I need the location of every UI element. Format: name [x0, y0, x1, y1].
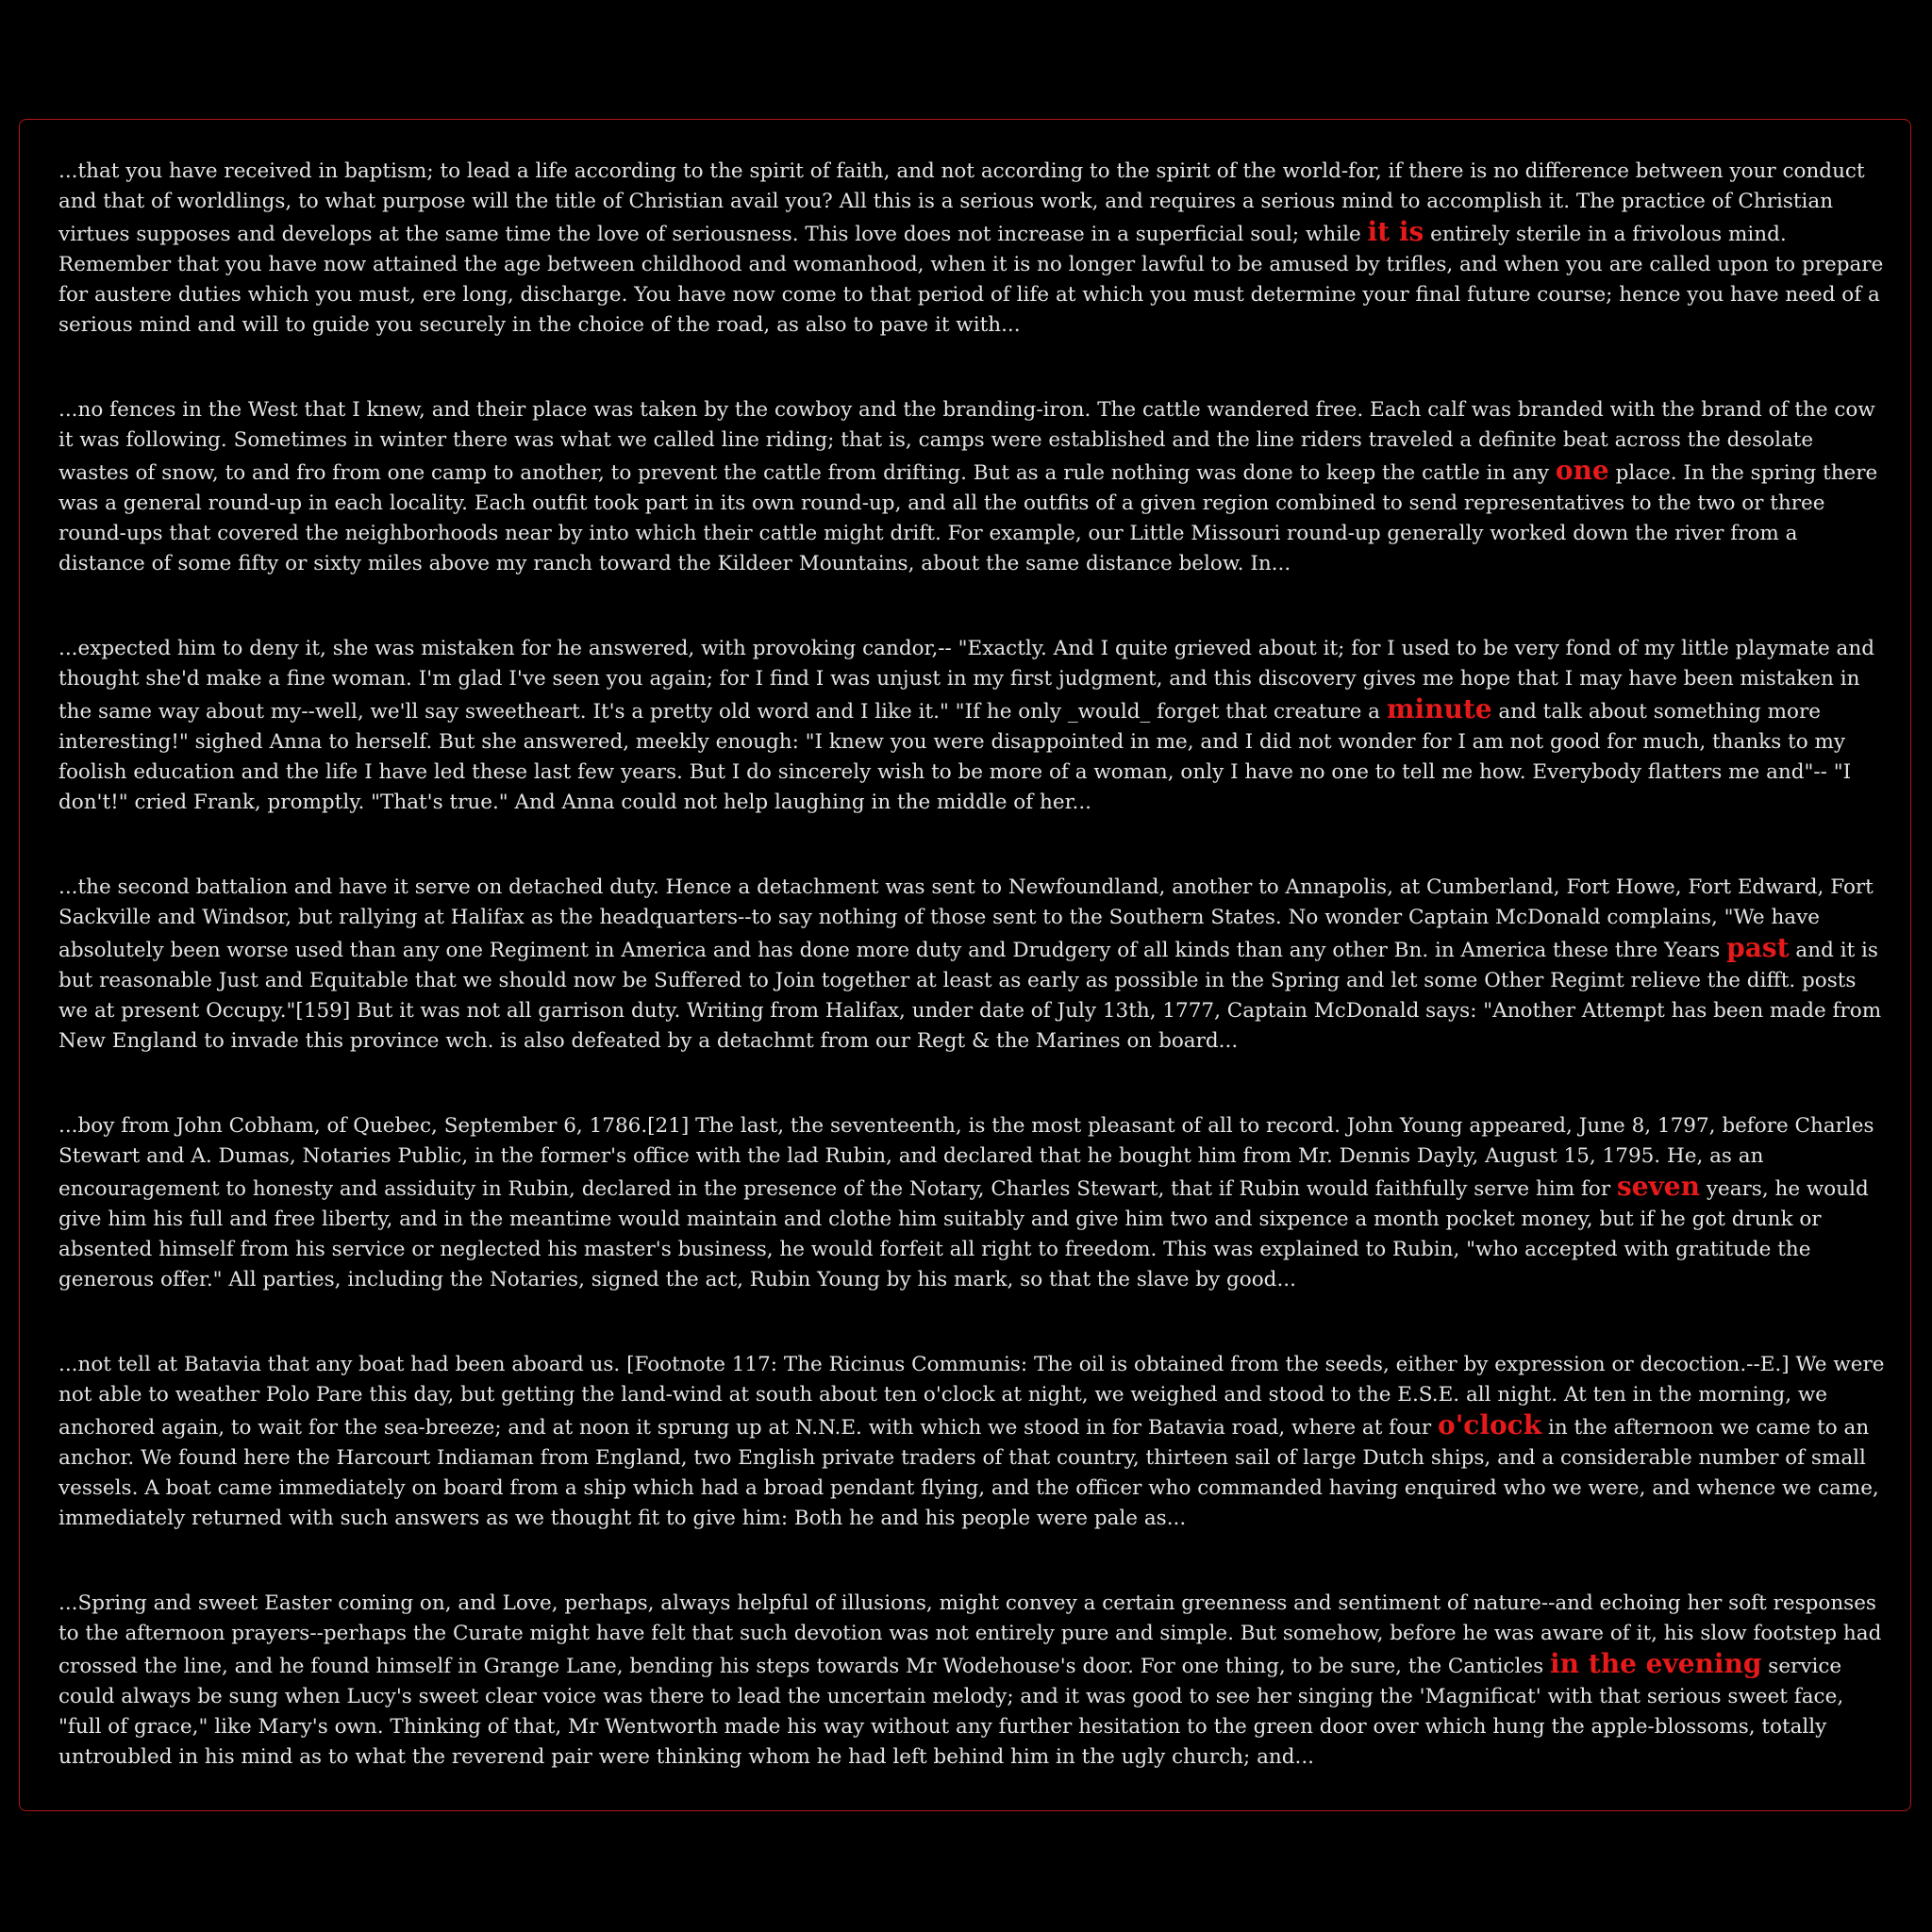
- passage-text-after: place. In the spring there was a general round-up in each locality. Each outfit took part in its own round-up, and all the outfits of a given region combined to send representatives to the two or three round-ups that covered the neighborhoods near by into which their cattle might drift. For example, our Little Missouri round-up generally worked down the river from a distance of some fifty or sixty miles above my ranch toward the Kildeer Mountains, about the same distance below. In...: [58, 461, 1878, 575]
- highlighted-phrase: o'clock: [1438, 1409, 1542, 1441]
- passage-text-before: ...not tell at Batavia that any boat had been aboard us. [Footnote 117: The Ricinus Communis: The oil is obtained from the seeds, either by expression or decoction.--E.] We were not able to weather Polo Pare this day, but getting the land-wind at south about ten o'clock at night, we weighed and stood to the E.S.E. all night. At ten in the morning, we anchored again, to wait for the sea-breeze; and at noon it sprung up at N.N.E. with which we stood in for Batavia road, where at four: [58, 1353, 1885, 1440]
- highlighted-phrase: it is: [1367, 216, 1424, 247]
- passage-text-after: and talk about something more interesting!" sighed Anna to herself. But she answered, meekly enough: "I knew you were disappointed in me, and I did not wonder for I am not good for much, thanks to my foolish education and the life I have led these last few years. But I do sincerely wish to be more of a woman, only I have no one to tell me how. Everybody flatters me and"-- "I don't!" cried Frank, promptly. "That's true." And Anna could not help laughing in the middle of her...: [58, 700, 1852, 814]
- passage-text-before: ...boy from John Cobham, of Quebec, September 6, 1786.[21] The last, the seventeenth, is the most pleasant of all to record. John Young appeared, June 8, 1797, before Charles Stewart and A. Dumas, Notaries Public, in the former's office with the lad Rubin, and declared that he bought him from Mr. Dennis Dayly, August 15, 1795. He, as an encouragement to honesty and assiduity in Rubin, declared in the presence of the Notary, Charles Stewart, that if Rubin would faithfully serve him for: [58, 1114, 1874, 1201]
- highlighted-phrase: seven: [1616, 1171, 1700, 1202]
- passage-7: [58, 1589, 1889, 1773]
- passage-text-before: ...Spring and sweet Easter coming on, and Love, perhaps, always helpful of illusions, might convey a certain greenness and sentiment of nature--and echoing her soft responses to the afternoon prayers--perhaps the Curate might have felt that such devotion was not entirely pure and simple. But somehow, before he was aware of it, his slow footstep had crossed the line, and he found himself in Grange Lane, bending his steps towards Mr Wodehouse's door. For one thing, to be sure, the Canticles: [58, 1591, 1882, 1678]
- highlighted-phrase: in the evening: [1550, 1648, 1762, 1679]
- passage-text-before: ...the second battalion and have it serve on detached duty. Hence a detachment was sent to Newfoundland, another to Annapolis, at Cumberland, Fort Howe, Fort Edward, Fort Sackville and Windsor, but rallying at Halifax as the headquarters--to say nothing of those sent to the Southern States. No wonder Captain McDonald complains, "We have absolutely been worse used than any one Regiment in America and has done more duty and Drudgery of all kinds than any other Bn. in America these thre Years: [58, 875, 1874, 962]
- passage-text-before: ...expected him to deny it, she was mistaken for he answered, with provoking candor,-- "Exactly. And I quite grieved about it; for I used to be very fond of my little playmate and thought she'd make a fine woman. I'm glad I've seen you again; for I find I was unjust in my first judgment, and this discovery gives me hope that I may have been mistaken in the same way about my--well, we'll say sweetheart. It's a pretty old word and I like it." "If he only _would_ forget that creature a: [58, 637, 1874, 724]
- highlighted-phrase: one: [1555, 455, 1609, 486]
- highlighted-phrase: past: [1726, 932, 1790, 963]
- passage-6: [58, 1350, 1889, 1534]
- passage-text-after: service could always be sung when Lucy's sweet clear voice was there to lead the uncertain melody; and it was good to see her singing the 'Magnificat' with that serious sweet face, "full of grace," like Mary's own. Thinking of that, Mr Wentworth made his way without any further hesitation to the green door over which hung the apple-blossoms, totally untroubled in his mind as to what the reverend pair were thinking whom he had left behind him in the ugly church; and...: [58, 1655, 1844, 1769]
- passage-text-after: in the afternoon we came to an anchor. We found here the Harcourt Indiaman from England, two English private traders of that country, thirteen sail of large Dutch ships, and a considerable number of small vessels. A boat came immediately on board from a ship which had a broad pendant flying, and the officer who commanded having enquired who we were, and whence we came, immediately returned with such answers as we thought fit to give him: Both he and his people were pale as...: [58, 1416, 1879, 1530]
- passage-4: [58, 873, 1889, 1057]
- passage-2: [58, 395, 1889, 579]
- passage-text-before: ...no fences in the West that I knew, and their place was taken by the cowboy and the branding-iron. The cattle wandered free. Each calf was branded with the brand of the cow it was following. Sometimes in winter there was what we called line riding; that is, camps were established and the line riders traveled a definite beat across the desolate wastes of snow, to and fro from one camp to another, to prevent the cattle from drifting. But as a rule nothing was done to keep the cattle in any: [58, 398, 1875, 485]
- passage-3: [58, 634, 1889, 818]
- passage-text-after: years, he would give him his full and free liberty, and in the meantime would maintain and clothe him suitably and give him two and sixpence a month pocket money, but if he got drunk or absented himself from his service or neglected his master's business, he would forfeit all right to freedom. This was explained to Rubin, "who accepted with gratitude the generous offer." All parties, including the Notaries, signed the act, Rubin Young by his mark, so that the slave by good...: [58, 1177, 1869, 1291]
- passage-text-after: entirely sterile in a frivolous mind. Remember that you have now attained the age between childhood and womanhood, when it is no longer lawful to be amused by trifles, and when you are called upon to prepare for austere duties which you must, ere long, discharge. You have now come to that period of life at which you must determine your final future course; hence you have need of a serious mind and will to guide you securely in the choice of the road, as also to pave it with...: [58, 223, 1884, 337]
- highlighted-phrase: minute: [1386, 693, 1492, 724]
- passage-text-before: ...that you have received in baptism; to lead a life according to the spirit of faith, and not according to the spirit of the world-for, if there is no difference between your conduct and that of worldlings, to what purpose will the title of Christian avail you? All this is a serious work, and requires a serious mind to accomplish it. The practice of Christian virtues supposes and develops at the same time the love of seriousness. This love does not increase in a superficial soul; while: [58, 159, 1865, 246]
- passage-1: [58, 157, 1889, 341]
- passage-text-after: and it is but reasonable Just and Equitable that we should now be Suffered to Join together at least as early as possible in the Spring and let some Other Regimt relieve the difft. posts we at present Occupy."[159] But it was not all garrison duty. Writing from Halifax, under date of July 13th, 1777, Captain McDonald says: "Another Attempt has been made from New England to invade this province wch. is also defeated by a detachmt from our Regt & the Marines on board...: [58, 939, 1882, 1053]
- passage-5: [58, 1111, 1889, 1295]
